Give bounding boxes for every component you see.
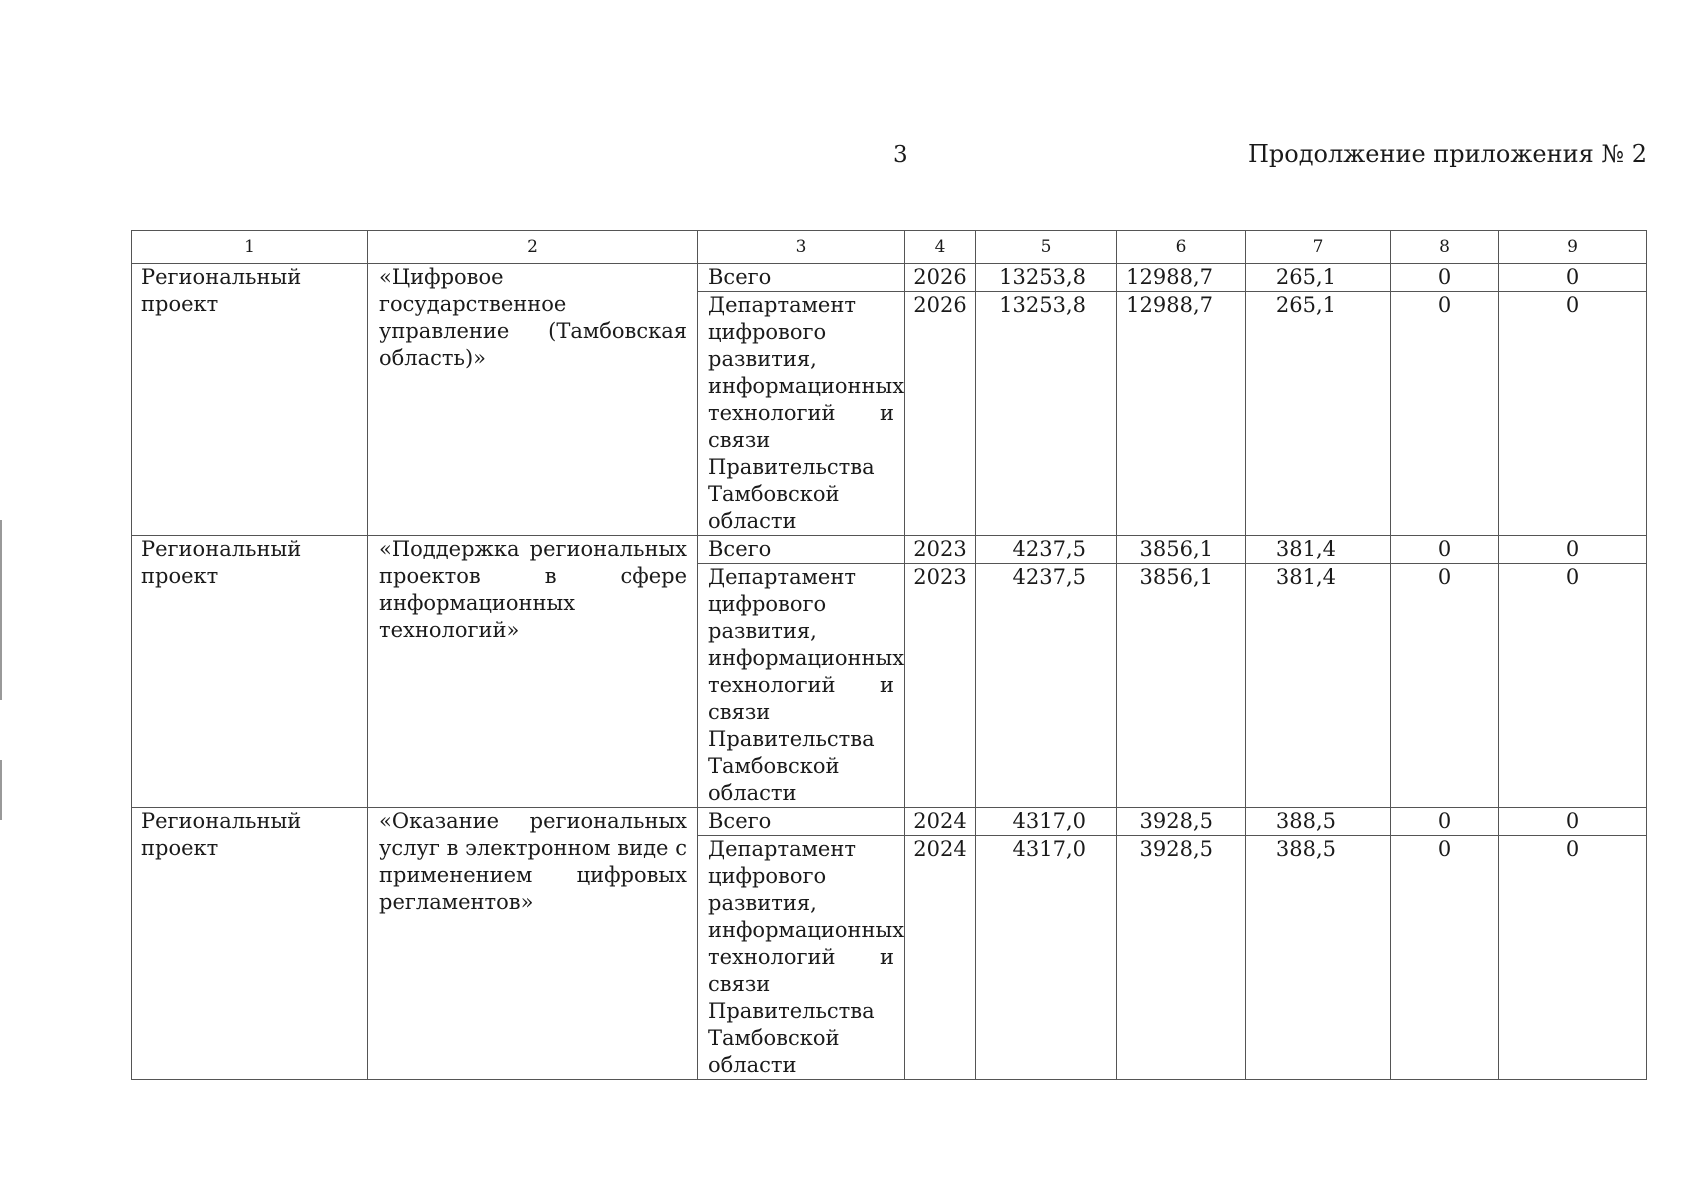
department-name-line: Тамбовской — [708, 754, 840, 778]
department-name-line: Правительства — [708, 455, 875, 479]
dept-year: 2024 — [905, 836, 976, 1080]
project-name-line: «Цифровое государственное — [379, 265, 567, 316]
project-name-line: проектов в сфере — [379, 564, 687, 588]
department-name-line: развития, — [708, 619, 817, 643]
total-label: Всего — [698, 808, 905, 836]
total-value-8: 0 — [1391, 808, 1499, 836]
department-name-line: цифрового — [708, 320, 827, 344]
department-name-line: информационных — [708, 646, 905, 670]
dept-year: 2023 — [905, 564, 976, 808]
department-name-line: технологий и — [708, 673, 894, 697]
total-label: Всего — [698, 264, 905, 292]
project-name-line: область)» — [379, 346, 486, 370]
total-value-9: 0 — [1499, 808, 1647, 836]
dept-value-7: 381,4 — [1246, 564, 1391, 808]
total-value-8: 0 — [1391, 264, 1499, 292]
dept-value-7: 265,1 — [1246, 292, 1391, 536]
department-name-line: Департамент — [708, 837, 856, 861]
department-name-line: цифрового — [708, 592, 827, 616]
total-label: Всего — [698, 536, 905, 564]
department-name-line: связи — [708, 428, 771, 452]
dept-year: 2026 — [905, 292, 976, 536]
total-year: 2026 — [905, 264, 976, 292]
dept-value-6: 3856,1 — [1117, 564, 1246, 808]
department-name-line: технологий и — [708, 945, 894, 969]
table-row — [132, 808, 1647, 836]
department-name-line: области — [708, 509, 797, 533]
department-name-line: связи — [708, 700, 771, 724]
total-value-6: 3856,1 — [1117, 536, 1246, 564]
department-name-line: Департамент — [708, 293, 856, 317]
dept-value-6: 3928,5 — [1117, 836, 1246, 1080]
project-name-line: управление (Тамбовская — [379, 319, 687, 343]
dept-value-8: 0 — [1391, 564, 1499, 808]
project-name-line: «Оказание региональных — [379, 809, 687, 833]
dept-value-5: 13253,8 — [976, 292, 1117, 536]
total-value-5: 13253,8 — [976, 264, 1117, 292]
page-number: 3 — [893, 142, 908, 168]
project-name — [368, 264, 698, 536]
total-value-7: 388,5 — [1246, 808, 1391, 836]
total-value-6: 12988,7 — [1117, 264, 1246, 292]
col-header-8: 8 — [1391, 231, 1499, 264]
total-year: 2023 — [905, 536, 976, 564]
project-name-line: информационных — [379, 591, 576, 615]
total-value-6: 3928,5 — [1117, 808, 1246, 836]
col-header-6: 6 — [1117, 231, 1246, 264]
dept-value-7: 388,5 — [1246, 836, 1391, 1080]
department-name-line: технологий и — [708, 401, 894, 425]
department-name-line: развития, — [708, 347, 817, 371]
col-header-2: 2 — [368, 231, 698, 264]
col-header-3: 3 — [698, 231, 905, 264]
total-value-9: 0 — [1499, 264, 1647, 292]
scan-edge-mark — [0, 520, 2, 700]
project-name-line: регламентов» — [379, 890, 534, 914]
project-name-line: «Поддержка региональных — [379, 537, 687, 561]
project-name-line: технологий» — [379, 618, 520, 642]
department-name-line: области — [708, 781, 797, 805]
project-name — [368, 808, 698, 1080]
dept-value-6: 12988,7 — [1117, 292, 1246, 536]
project-type: Региональный проект — [132, 808, 368, 1080]
col-header-4: 4 — [905, 231, 976, 264]
department-name — [698, 836, 905, 1080]
scan-edge-mark — [0, 760, 2, 820]
total-year: 2024 — [905, 808, 976, 836]
dept-value-8: 0 — [1391, 292, 1499, 536]
col-header-1: 1 — [132, 231, 368, 264]
total-value-7: 265,1 — [1246, 264, 1391, 292]
appendix-continuation-label: Продолжение приложения № 2 — [1247, 140, 1647, 168]
department-name-line: информационных — [708, 374, 905, 398]
total-value-7: 381,4 — [1246, 536, 1391, 564]
department-name — [698, 292, 905, 536]
department-name-line: Правительства — [708, 727, 875, 751]
department-name — [698, 564, 905, 808]
budget-table — [131, 230, 1647, 1080]
column-number-row — [132, 231, 1647, 264]
project-type: Региональный проект — [132, 536, 368, 808]
department-name-line: Тамбовской — [708, 482, 840, 506]
department-name-line: информационных — [708, 918, 905, 942]
department-name-line: Тамбовской — [708, 1026, 840, 1050]
col-header-5: 5 — [976, 231, 1117, 264]
dept-value-8: 0 — [1391, 836, 1499, 1080]
table-row — [132, 264, 1647, 292]
project-type: Региональный проект — [132, 264, 368, 536]
department-name-line: Правительства — [708, 999, 875, 1023]
dept-value-9: 0 — [1499, 564, 1647, 808]
department-name-line: Департамент — [708, 565, 856, 589]
department-name-line: цифрового — [708, 864, 827, 888]
project-name — [368, 536, 698, 808]
department-name-line: развития, — [708, 891, 817, 915]
dept-value-9: 0 — [1499, 292, 1647, 536]
total-value-9: 0 — [1499, 536, 1647, 564]
department-name-line: области — [708, 1053, 797, 1077]
total-value-8: 0 — [1391, 536, 1499, 564]
total-value-5: 4317,0 — [976, 808, 1117, 836]
total-value-5: 4237,5 — [976, 536, 1117, 564]
col-header-7: 7 — [1246, 231, 1391, 264]
dept-value-9: 0 — [1499, 836, 1647, 1080]
dept-value-5: 4237,5 — [976, 564, 1117, 808]
project-name-line: услуг в электронном виде с — [379, 836, 687, 860]
table-row — [132, 536, 1647, 564]
dept-value-5: 4317,0 — [976, 836, 1117, 1080]
col-header-9: 9 — [1499, 231, 1647, 264]
project-name-line: применением цифровых — [379, 863, 687, 887]
department-name-line: связи — [708, 972, 771, 996]
